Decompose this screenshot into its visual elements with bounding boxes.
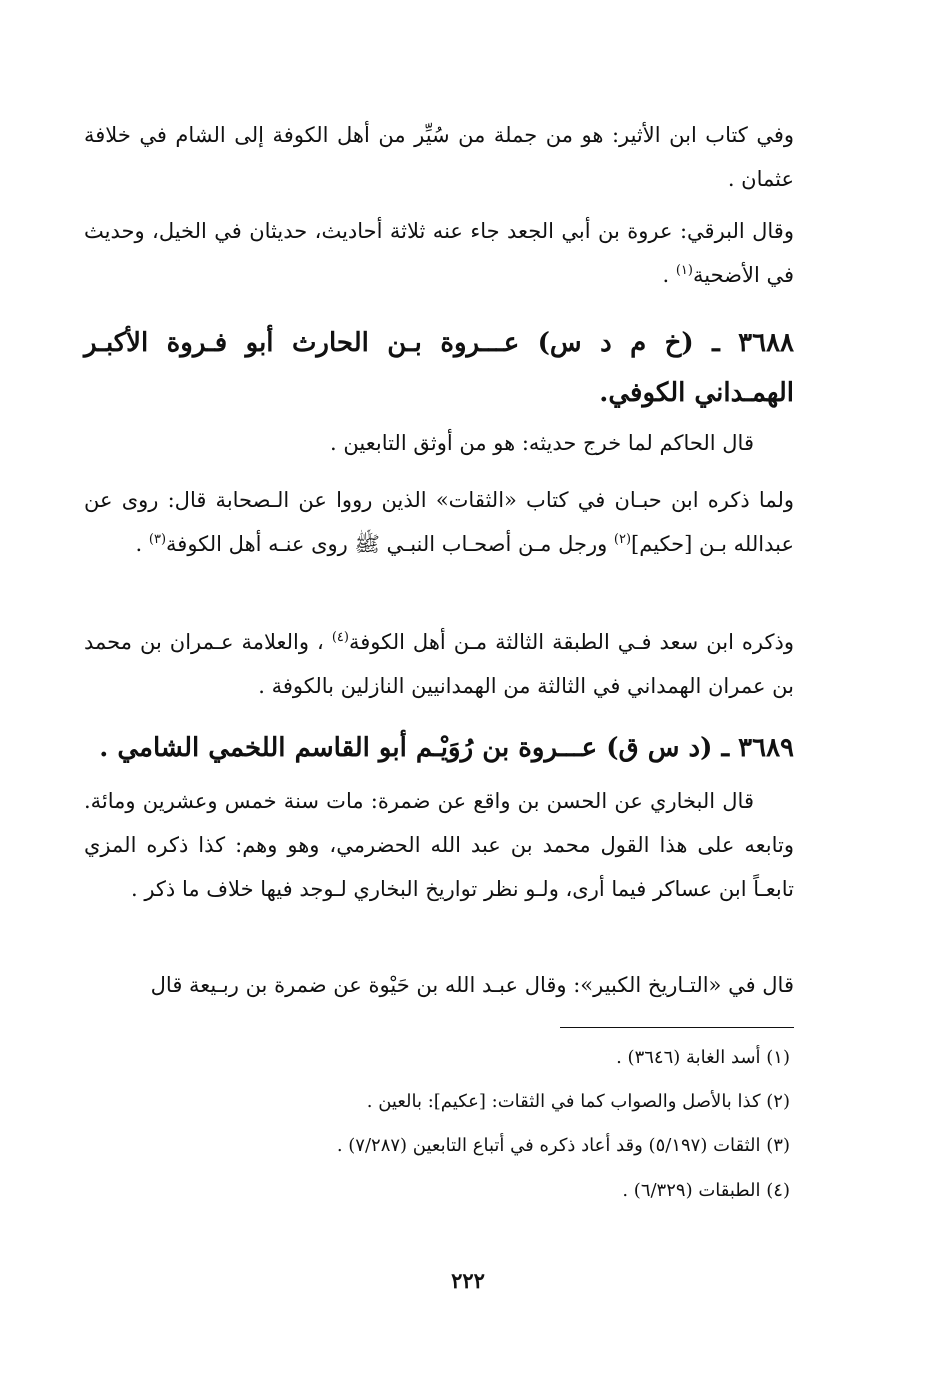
paragraph-ibn-saad <box>84 620 794 708</box>
paragraph-text: ، والعلامة عـمران بن محمد بن عمران الهمداني في الثالثة من الهمدانيين النازلين بالكوفة . <box>84 630 794 698</box>
paragraph-text: وفي كتاب ابن الأثير: هو من جملة من سُيِّر من أهل الكوفة إلى الشام في خلافة عثمان . <box>84 123 794 191</box>
paragraph-text: وذكره ابن سعد فـي الطبقة الثالثة مـن أهل الكوفة <box>348 630 794 654</box>
footnote-ref[interactable]: (٤) <box>331 630 349 645</box>
paragraph-text: ولما ذكره ابن حبـان في كتاب «الثقات» الذين رووا عن الـصحابة قال: روى عن عبدالله بـن [حكيم] <box>84 488 794 556</box>
entry-title: ٣٦٨٩ ـ (د س ق) عـــروة بن رُوَيْـم أبو القاسم اللخمي الشامي . <box>99 733 794 763</box>
entry-heading-3688 <box>84 318 794 418</box>
paragraph-al-bukhari <box>84 779 794 911</box>
footnote-ref[interactable]: (٣) <box>148 532 167 547</box>
page-number: ٢٢٢ <box>451 1268 485 1293</box>
footnote-1: (١) أسد الغابة (٣٦٤٦) . <box>616 1047 790 1068</box>
paragraph-text: قال في «التـاريخ الكبير»: وقال عبـد الله بن حَيْوة عن ضمرة بن ربـيعة قال <box>150 973 794 997</box>
footnote-4: (٤) الطبقات (٦/٣٢٩) . <box>622 1180 790 1201</box>
entry-title: ٣٦٨٨ ـ (خ م د س) عـــروة بـن الحارث أبو فـروة الأكبـر الهمـداني الكوفي. <box>84 328 794 408</box>
footnote-2: (٢) كذا بالأصل والصواب كما في الثقات: [عكيم]: بالعين . <box>366 1091 790 1112</box>
footnote-divider <box>560 1027 794 1028</box>
paragraph-end: . <box>662 263 676 287</box>
paragraph-text: وقال البرقي: عروة بن أبي الجعد جاء عنه ثلاثة أحاديث، حديثان في الخيل، وحديث في الأضحية <box>84 219 794 287</box>
paragraph-text: قال البخاري عن الحسن بن واقع عن ضمرة: مات سنة خمس وعشرين ومائة. وتابعه على هذا القول محمد بن عبد الله الحضرمي، وهو وهم: كذا ذكره المزي تابعـاً ابن عساكر فيما أرى، ولـو نظر تواريخ البخاري لـوجد فيها خلاف ما ذكر . <box>84 789 794 901</box>
footnote-ref[interactable]: (١) <box>675 263 693 278</box>
footnote-3: (٣) الثقات (٥/١٩٧) وقد أعاد ذكره في أتباع التابعين (٧/٢٨٧) . <box>336 1135 790 1156</box>
paragraph-end: . <box>135 532 149 556</box>
paragraph-text: قال الحاكم لما خرج حديثه: هو من أوثق التابعين . <box>330 431 754 455</box>
paragraph-al-hakim <box>84 421 794 465</box>
footnote-ref[interactable]: (٢) <box>613 532 632 547</box>
paragraph-ibn-al-athir <box>84 113 794 201</box>
paragraph-text: ورجل مـن أصحـاب النبـي ﷺ روى عنـه أهل الكوفة <box>166 532 614 556</box>
paragraph-ibn-hibban <box>84 478 794 566</box>
paragraph-tarikh-kabir <box>84 963 794 1007</box>
entry-heading-3689 <box>84 723 794 773</box>
paragraph-al-barqi <box>84 209 794 297</box>
